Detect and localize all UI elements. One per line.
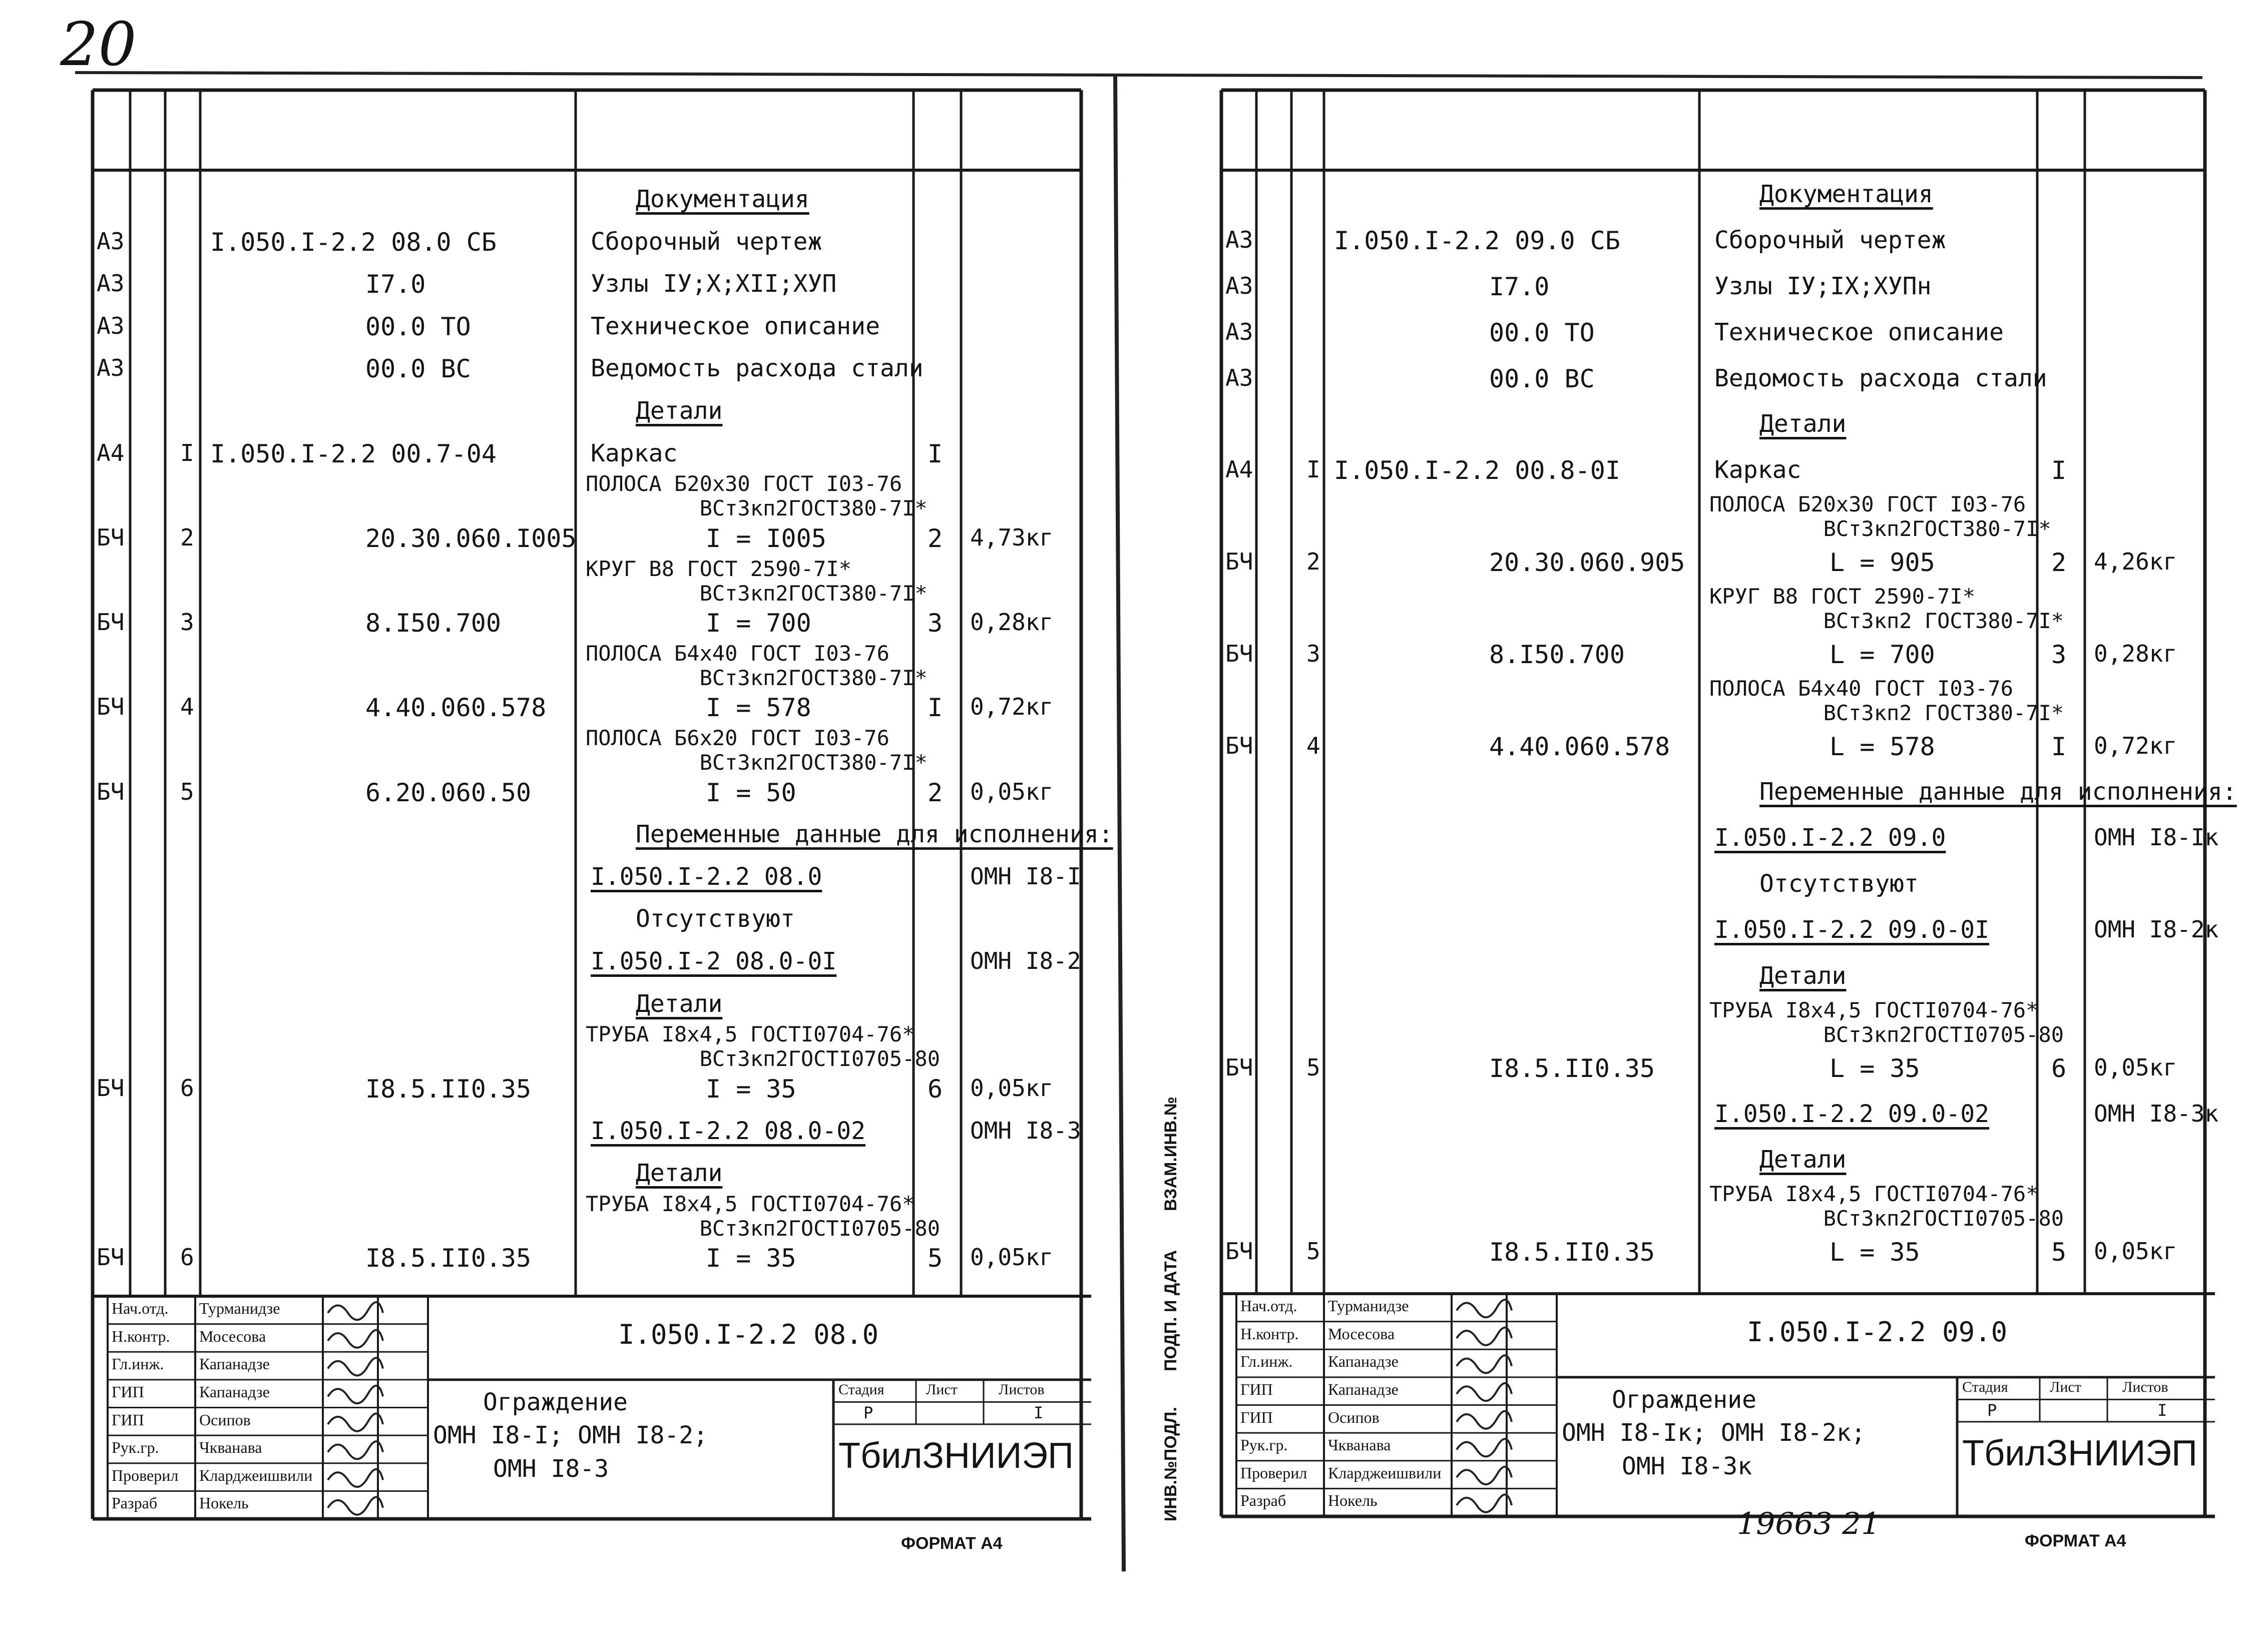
row-designation: 00.0 ВС (365, 354, 471, 384)
row-note: 0,05кг (970, 1244, 1054, 1271)
row-position: 3 (1306, 640, 1320, 667)
row-name: ТРУБА I8х4,5 ГОСТI0704-76* ВСт3кп2ГОСТI0705-80 (586, 1191, 941, 1241)
signer-role: Проверил (1240, 1463, 1307, 1482)
row-note: 4,73кг (970, 523, 1054, 551)
row-name: Сборочный чертеж (591, 227, 822, 256)
row-name: I = 35 (706, 1244, 796, 1273)
signer-name: Осипов (1328, 1408, 1380, 1426)
signer-name: Капанадзе (199, 1382, 270, 1401)
row-format: БЧ (97, 778, 125, 805)
row-name: Детали (636, 1159, 723, 1188)
row-designation: I.050.I-2.2 00.8-0I (1334, 456, 1620, 485)
row-qty: I (2051, 456, 2067, 485)
signer-role: Гл.инж. (1240, 1352, 1293, 1371)
row-position: 5 (180, 778, 194, 805)
row-position: I (1306, 456, 1320, 483)
row-designation: I7.0 (365, 270, 426, 299)
stage-value: Р (863, 1403, 873, 1423)
row-name: Переменные данные для исполнения: (636, 820, 1113, 849)
row-designation: 20.30.060.I005 (365, 523, 577, 553)
doc-title-2: ОМН I8-Iк; ОМН I8-2к; (1562, 1419, 1866, 1447)
row-designation: I8.5.II0.35 (365, 1244, 532, 1273)
row-note: ОМН I8-2 (970, 947, 1081, 975)
doc-title-1: Ограждение (1612, 1385, 1756, 1414)
signature-mark (328, 1441, 383, 1459)
spec-sheet-right (1151, 0, 2268, 1625)
signer-role: ГИП (112, 1410, 144, 1429)
signer-role: ГИП (1240, 1408, 1273, 1426)
stage-value: Р (1987, 1401, 1997, 1420)
signer-name: Нокель (1328, 1491, 1378, 1510)
row-qty: 6 (2051, 1053, 2067, 1083)
signature-mark (328, 1497, 383, 1514)
stage-label: Стадия (1962, 1378, 2008, 1395)
row-designation: I8.5.II0.35 (365, 1074, 532, 1104)
signer-name: Капанадзе (199, 1355, 270, 1373)
row-name: I = 700 (706, 609, 811, 638)
row-name: Документация (636, 185, 809, 213)
signature-mark (328, 1330, 383, 1348)
sheets-label: Листов (999, 1381, 1045, 1398)
row-name: I.050.I-2.2 09.0-02 (1714, 1100, 1990, 1128)
sheets-value: I (2157, 1401, 2167, 1420)
row-designation: I8.5.II0.35 (1489, 1238, 1655, 1267)
signer-name: Турманидзе (199, 1299, 280, 1317)
signature-mark (1457, 1383, 1512, 1401)
signer-role: Нач.отд. (1240, 1297, 1297, 1315)
row-position: 6 (180, 1074, 194, 1102)
row-name: I = 578 (706, 693, 811, 723)
row-qty: 2 (2051, 548, 2067, 577)
row-note: ОМН I8-2к (2094, 916, 2219, 943)
signer-role: Рук.гр. (112, 1438, 159, 1457)
signature-mark (1457, 1411, 1512, 1429)
row-designation: I7.0 (1489, 272, 1550, 301)
row-format: А3 (97, 227, 125, 255)
row-designation: I.050.I-2.2 00.7-04 (210, 439, 497, 468)
row-name: Каркас (1714, 456, 1801, 484)
row-position: 2 (1306, 548, 1320, 575)
row-note: 0,28кг (970, 609, 1054, 636)
row-name: ПОЛОСА Б6х20 ГОСТ I03-76 ВСт3кп2ГОСТ380-7I* (586, 726, 928, 775)
row-name: Сборочный чертеж (1714, 226, 1946, 254)
spec-sheet-left (0, 0, 1121, 1625)
doc-designation: I.050.I-2.2 09.0 (1747, 1316, 2008, 1348)
side-stamp-inv-podl: ИНВ.№ПОДЛ. (1161, 1407, 1180, 1521)
row-format: БЧ (1225, 1053, 1253, 1081)
row-name: Отсутствуют (636, 905, 795, 933)
row-name: ПОЛОСА Б4х40 ГОСТ I03-76 ВСт3кп2 ГОСТ380-7I* (1709, 676, 2064, 725)
row-name: ПОЛОСА Б4х40 ГОСТ I03-76 ВСт3кп2ГОСТ380-7I* (586, 641, 928, 690)
row-name: ТРУБА I8х4,5 ГОСТI0704-76* ВСт3кп2ГОСТI0705-80 (586, 1022, 941, 1071)
signature-mark (328, 1469, 383, 1487)
signature-mark (328, 1386, 383, 1403)
row-name: Детали (636, 397, 723, 425)
row-note: 0,72кг (970, 693, 1054, 721)
row-position: 5 (1306, 1238, 1320, 1265)
row-name: Техническое описание (591, 312, 880, 340)
signer-role: Проверил (112, 1466, 179, 1484)
row-name: I.050.I-2.2 09.0-0I (1714, 916, 1990, 944)
row-name: Узлы IУ;IХ;ХУПн (1714, 272, 1932, 300)
row-name: Каркас (591, 439, 678, 467)
row-name: ТРУБА I8х4,5 ГОСТI0704-76* ВСт3кп2ГОСТI0705-80 (1709, 1182, 2064, 1231)
org-name: ТбилЗНИИЭП (1962, 1433, 2197, 1474)
doc-designation: I.050.I-2.2 08.0 (618, 1319, 879, 1350)
row-name: ПОЛОСА Б20х30 ГОСТ I03-76 ВСт3кп2ГОСТ380-7I* (1709, 492, 2051, 541)
row-note: 0,05кг (2094, 1053, 2177, 1081)
row-designation: I.050.I-2.2 09.0 СБ (1334, 226, 1620, 255)
signer-name: Осипов (199, 1410, 251, 1429)
signature-mark (328, 1302, 383, 1320)
row-format: БЧ (97, 609, 125, 636)
row-name: Узлы IУ;Х;ХII;ХУП (591, 270, 837, 298)
row-designation: I8.5.II0.35 (1489, 1053, 1655, 1083)
row-qty: 3 (2051, 640, 2067, 669)
row-qty: I (928, 439, 943, 468)
signer-role: ГИП (112, 1382, 144, 1401)
row-format: БЧ (97, 1244, 125, 1271)
side-stamp-podp-data: ПОДП. И ДАТА (1161, 1250, 1180, 1371)
row-name: Отсутствуют (1759, 870, 1919, 898)
signer-role: Н.контр. (1240, 1324, 1299, 1343)
row-designation: 20.30.060.905 (1489, 548, 1685, 577)
signature-mark (1457, 1355, 1512, 1373)
row-note: 0,72кг (2094, 732, 2177, 759)
org-name: ТбилЗНИИЭП (838, 1436, 1074, 1476)
signer-role: Разраб (112, 1494, 158, 1512)
signer-name: Мосесова (1328, 1324, 1395, 1343)
row-position: I (180, 439, 194, 466)
doc-title-1: Ограждение (483, 1388, 628, 1416)
row-designation: 4.40.060.578 (365, 693, 547, 723)
row-note: 0,05кг (970, 778, 1054, 805)
row-format: БЧ (1225, 640, 1253, 667)
signer-name: Нокель (199, 1494, 249, 1512)
row-qty: 3 (928, 609, 943, 638)
row-position: 2 (180, 523, 194, 551)
row-qty: 6 (928, 1074, 943, 1104)
row-name: L = 578 (1830, 732, 1935, 761)
row-name: Ведомость расхода стали (591, 354, 924, 383)
row-format: А3 (97, 354, 125, 382)
row-format: БЧ (97, 693, 125, 721)
signature-mark (328, 1358, 383, 1375)
signature-mark (1457, 1439, 1512, 1456)
row-name: Техническое описание (1714, 318, 2004, 346)
doc-title-3: ОМН I8-3 (493, 1455, 609, 1483)
signer-name: Турманидзе (1328, 1297, 1409, 1315)
signer-name: Кларджеишвили (199, 1466, 313, 1484)
row-format: А3 (1225, 226, 1253, 253)
row-name: L = 35 (1830, 1238, 1920, 1267)
row-position: 3 (180, 609, 194, 636)
bottom-number: 19663 21 (1737, 1506, 1881, 1541)
row-note: ОМН I8-I (970, 862, 1081, 890)
doc-title-3: ОМН I8-3к (1622, 1452, 1752, 1481)
row-format: БЧ (1225, 1238, 1253, 1265)
row-name: L = 700 (1830, 640, 1935, 669)
side-stamp-vzam: ВЗАМ.ИНВ.№ (1161, 1097, 1180, 1211)
row-name: Документация (1759, 180, 1933, 208)
row-qty: I (2051, 732, 2067, 761)
row-name: КРУГ В8 ГОСТ 2590-7I* ВСт3кп2ГОСТ380-7I* (586, 556, 928, 606)
row-format: А3 (1225, 318, 1253, 345)
row-name: I = 35 (706, 1074, 796, 1104)
signer-role: Нач.отд. (112, 1299, 169, 1317)
row-format: А4 (1225, 456, 1253, 483)
row-note: 4,26кг (2094, 548, 2177, 575)
sheet-label: Лист (2050, 1378, 2081, 1395)
row-note: ОМН I8-3 (970, 1117, 1081, 1144)
row-qty: 5 (2051, 1238, 2067, 1267)
row-position: 4 (1306, 732, 1320, 759)
row-designation: 8.I50.700 (1489, 640, 1625, 669)
row-name: Переменные данные для исполнения: (1759, 778, 2237, 806)
row-designation: 00.0 ТО (365, 312, 471, 341)
row-name: I.050.I-2.2 09.0 (1714, 824, 1946, 852)
signature-mark (1457, 1328, 1512, 1345)
row-note: 0,05кг (970, 1074, 1054, 1102)
row-name: Детали (1759, 1146, 1847, 1174)
row-format: А3 (1225, 272, 1253, 299)
row-format: А3 (97, 312, 125, 339)
signer-role: Разраб (1240, 1491, 1286, 1510)
row-designation: 00.0 ТО (1489, 318, 1595, 347)
sheets-value: I (1034, 1403, 1044, 1423)
row-name: I.050.I-2 08.0-0I (591, 947, 837, 976)
row-name: I = 50 (706, 778, 796, 807)
row-format: БЧ (97, 523, 125, 551)
row-name: Детали (1759, 961, 1847, 990)
row-position: 6 (180, 1244, 194, 1271)
row-note: 0,05кг (2094, 1238, 2177, 1265)
row-name: I.050.I-2.2 08.0 (591, 862, 822, 891)
row-name: I = I005 (706, 523, 826, 553)
row-qty: 2 (928, 778, 943, 807)
row-format: А3 (1225, 364, 1253, 391)
row-format: БЧ (1225, 548, 1253, 575)
row-name: Ведомость расхода стали (1714, 364, 2047, 392)
row-qty: 5 (928, 1244, 943, 1273)
format-label: ФОРМАТ А4 (901, 1534, 1003, 1553)
row-note: ОМН I8-3к (2094, 1100, 2219, 1127)
row-format: БЧ (97, 1074, 125, 1102)
table-grid (1151, 0, 2268, 1625)
row-format: БЧ (1225, 732, 1253, 759)
row-name: ПОЛОСА Б20х30 ГОСТ I03-76 ВСт3кп2ГОСТ380-7I* (586, 471, 928, 521)
row-note: ОМН I8-Iк (2094, 824, 2219, 851)
row-name: Детали (1759, 410, 1847, 438)
signer-role: Н.контр. (112, 1327, 170, 1345)
signer-role: ГИП (1240, 1380, 1273, 1398)
doc-title-2: ОМН I8-I; ОМН I8-2; (433, 1421, 708, 1450)
row-note: 0,28кг (2094, 640, 2177, 667)
signer-name: Чкванава (1328, 1436, 1391, 1454)
row-designation: I.050.I-2.2 08.0 СБ (210, 227, 497, 257)
row-name: КРУГ В8 ГОСТ 2590-7I* ВСт3кп2 ГОСТ380-7I* (1709, 584, 2064, 633)
sheet-label: Лист (926, 1381, 958, 1398)
signer-name: Мосесова (199, 1327, 266, 1345)
row-qty: I (928, 693, 943, 723)
signer-name: Капанадзе (1328, 1352, 1399, 1371)
row-name: Детали (636, 989, 723, 1018)
stage-label: Стадия (838, 1381, 884, 1398)
row-position: 5 (1306, 1053, 1320, 1081)
signature-mark (328, 1414, 383, 1431)
row-format: А3 (97, 270, 125, 297)
format-label: ФОРМАТ А4 (2025, 1531, 2126, 1550)
row-format: А4 (97, 439, 125, 466)
row-position: 4 (180, 693, 194, 721)
signer-name: Капанадзе (1328, 1380, 1399, 1398)
signer-role: Гл.инж. (112, 1355, 164, 1373)
row-designation: 00.0 ВС (1489, 364, 1595, 393)
row-name: L = 905 (1830, 548, 1935, 577)
signature-mark (1457, 1467, 1512, 1484)
signer-name: Кларджеишвили (1328, 1463, 1442, 1482)
signature-mark (1457, 1494, 1512, 1512)
row-name: ТРУБА I8х4,5 ГОСТI0704-76* ВСт3кп2ГОСТI0705-80 (1709, 997, 2064, 1047)
row-name: L = 35 (1830, 1053, 1920, 1083)
signature-mark (1457, 1300, 1512, 1317)
signer-name: Чкванава (199, 1438, 262, 1457)
sheets-label: Листов (2122, 1378, 2168, 1395)
row-designation: 6.20.060.50 (365, 778, 532, 807)
row-designation: 8.I50.700 (365, 609, 501, 638)
page-mark: 20 (60, 10, 137, 80)
row-designation: 4.40.060.578 (1489, 732, 1670, 761)
row-name: I.050.I-2.2 08.0-02 (591, 1117, 866, 1145)
row-qty: 2 (928, 523, 943, 553)
signer-role: Рук.гр. (1240, 1436, 1288, 1454)
